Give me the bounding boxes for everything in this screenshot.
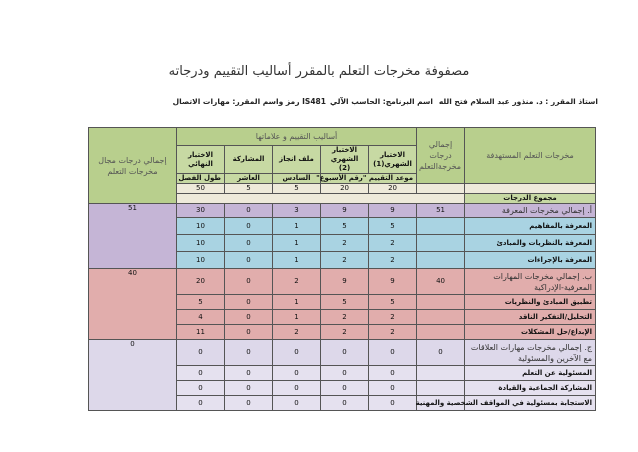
domain-total: 40 — [89, 269, 177, 340]
column-name: الاختبار الشهري(1) — [369, 146, 417, 174]
group-value: 0 — [177, 340, 225, 366]
outcome-value: 2 — [369, 310, 417, 325]
outcome-label: المعرفة بالنظريات والمبادئ — [465, 235, 596, 252]
outcome-label: المسئولية عن التعلم — [465, 366, 596, 381]
outcome-group-label: أ. إجمالي مخرجات المعرفة — [465, 204, 596, 218]
assessment-header: أساليب التقييم و علاماتها — [177, 128, 417, 146]
degrees-total-label: مجموع الدرجات — [465, 194, 596, 204]
page-title: مصفوفة مخرجات التعلم بالمقرر أساليب التقييم ودرجاته — [168, 64, 470, 79]
outcome-value: 5 — [369, 295, 417, 310]
total-row-blank — [465, 184, 596, 194]
outcome-value: 0 — [369, 396, 417, 411]
outcome-value: 0 — [321, 381, 369, 396]
outcome-label: المعرفة بالمفاهيم — [465, 218, 596, 235]
group-value: 9 — [321, 269, 369, 295]
outcome-total-blank — [417, 381, 465, 396]
total-degrees-header: إجمالي درجات مخرجةالتعلم — [417, 128, 465, 184]
outcome-value: 2 — [321, 325, 369, 340]
outcome-label: تطبيق المبادئ والنظريات — [465, 295, 596, 310]
outcome-value: 10 — [177, 252, 225, 269]
outcome-value: 0 — [273, 366, 321, 381]
outcome-total-blank — [417, 325, 465, 340]
outcome-value: 0 — [177, 381, 225, 396]
outcome-value: 0 — [225, 252, 273, 269]
course-info: رمز واسم المقرر: مهارات الاتصال IS481 — [172, 97, 326, 106]
outcome-total-blank — [417, 235, 465, 252]
outcome-group-label: ب. إجمالي مخرجات المهارات المعرفية-الإدراكية — [465, 269, 596, 295]
column-total: 20 — [321, 184, 369, 194]
outcome-value: 0 — [321, 396, 369, 411]
outcome-total-blank — [417, 295, 465, 310]
outcome-value: 5 — [321, 295, 369, 310]
column-total: 50 — [177, 184, 225, 194]
outcome-group-label: ج. إجمالي مخرجات مهارات العلاقات مع الآخرين والمسئولية — [465, 340, 596, 366]
outcome-value: 0 — [225, 235, 273, 252]
outcome-value: 1 — [273, 310, 321, 325]
outcome-value: 0 — [321, 366, 369, 381]
outcomes-header: مخرجات التعلم المستهدفة — [465, 128, 596, 184]
outcome-total-blank — [417, 218, 465, 235]
outcome-value: 11 — [177, 325, 225, 340]
outcome-total-blank — [417, 310, 465, 325]
group-value: 0 — [225, 204, 273, 218]
outcome-value: 0 — [369, 381, 417, 396]
group-total-degrees: 51 — [417, 204, 465, 218]
degrees-total-blank — [177, 194, 465, 204]
column-week: العاشر — [225, 174, 273, 184]
outcome-value: 2 — [321, 252, 369, 269]
outcome-value: 1 — [273, 218, 321, 235]
outcome-value: 2 — [273, 325, 321, 340]
domain-total-header: إجمالي درجات مجال مخرجات التعلم — [89, 128, 177, 204]
outcome-value: 10 — [177, 218, 225, 235]
program-info: اسم البرنامج: الحاسب الآلي — [330, 97, 433, 106]
outcome-label: الاستجابة بمسئولية في المواقف الشخصية والمهنية — [465, 396, 596, 411]
outcome-value: 5 — [369, 218, 417, 235]
column-name: الاختبار الشهري (2) — [321, 146, 369, 174]
outcome-value: 0 — [177, 366, 225, 381]
outcome-value: 0 — [225, 381, 273, 396]
column-week: طول الفصل — [177, 174, 225, 184]
outcome-value: 2 — [321, 310, 369, 325]
outcome-value: 0 — [369, 366, 417, 381]
outcome-value: 0 — [225, 396, 273, 411]
group-value: 0 — [225, 340, 273, 366]
outcome-value: 0 — [225, 218, 273, 235]
group-value: 0 — [273, 340, 321, 366]
outcome-value: 5 — [177, 295, 225, 310]
group-value: 9 — [369, 269, 417, 295]
outcome-value: 2 — [369, 252, 417, 269]
outcome-value: 2 — [369, 325, 417, 340]
column-total: 20 — [369, 184, 417, 194]
outcome-value: 10 — [177, 235, 225, 252]
outcome-value: 0 — [225, 295, 273, 310]
column-total: 5 — [273, 184, 321, 194]
outcome-value: 2 — [369, 235, 417, 252]
total-degrees-blank — [417, 184, 465, 194]
column-name: ملف انجاز — [273, 146, 321, 174]
column-name: الاختبار النهائي — [177, 146, 225, 174]
outcome-value: 1 — [273, 295, 321, 310]
course-meta — [0, 97, 638, 109]
outcome-value: 0 — [225, 310, 273, 325]
week-label: موعد التقييم "رقم الأسبوع" — [321, 174, 417, 184]
outcome-value: 2 — [321, 235, 369, 252]
outcome-label: المعرفة بالإجراءات — [465, 252, 596, 269]
outcome-value: 0 — [273, 381, 321, 396]
outcome-value: 0 — [177, 396, 225, 411]
outcome-value: 0 — [225, 366, 273, 381]
group-value: 9 — [369, 204, 417, 218]
outcome-value: 1 — [273, 235, 321, 252]
outcome-value: 0 — [225, 325, 273, 340]
group-total-degrees: 0 — [417, 340, 465, 366]
group-value: 0 — [321, 340, 369, 366]
group-value: 0 — [369, 340, 417, 366]
column-week: السادس — [273, 174, 321, 184]
outcome-value: 1 — [273, 252, 321, 269]
group-value: 20 — [177, 269, 225, 295]
outcome-value: 4 — [177, 310, 225, 325]
column-name: المشاركة — [225, 146, 273, 174]
group-value: 3 — [273, 204, 321, 218]
outcome-label: الإبداع/حل المشكلات — [465, 325, 596, 340]
column-total: 5 — [225, 184, 273, 194]
domain-total: 0 — [89, 340, 177, 411]
outcome-label: المشاركة الجماعية والقيادة — [465, 381, 596, 396]
outcome-total-blank — [417, 252, 465, 269]
teacher-info: استاذ المقرر : د. منذور عبد السلام فتح الله — [438, 97, 598, 106]
group-value: 0 — [225, 269, 273, 295]
domain-total: 51 — [89, 204, 177, 269]
outcome-label: التحليل/التفكير الناقد — [465, 310, 596, 325]
outcome-value: 5 — [321, 218, 369, 235]
group-value: 9 — [321, 204, 369, 218]
group-total-degrees: 40 — [417, 269, 465, 295]
assessment-matrix — [88, 127, 596, 411]
outcome-value: 0 — [273, 396, 321, 411]
outcome-total-blank — [417, 366, 465, 381]
group-value: 2 — [273, 269, 321, 295]
group-value: 30 — [177, 204, 225, 218]
